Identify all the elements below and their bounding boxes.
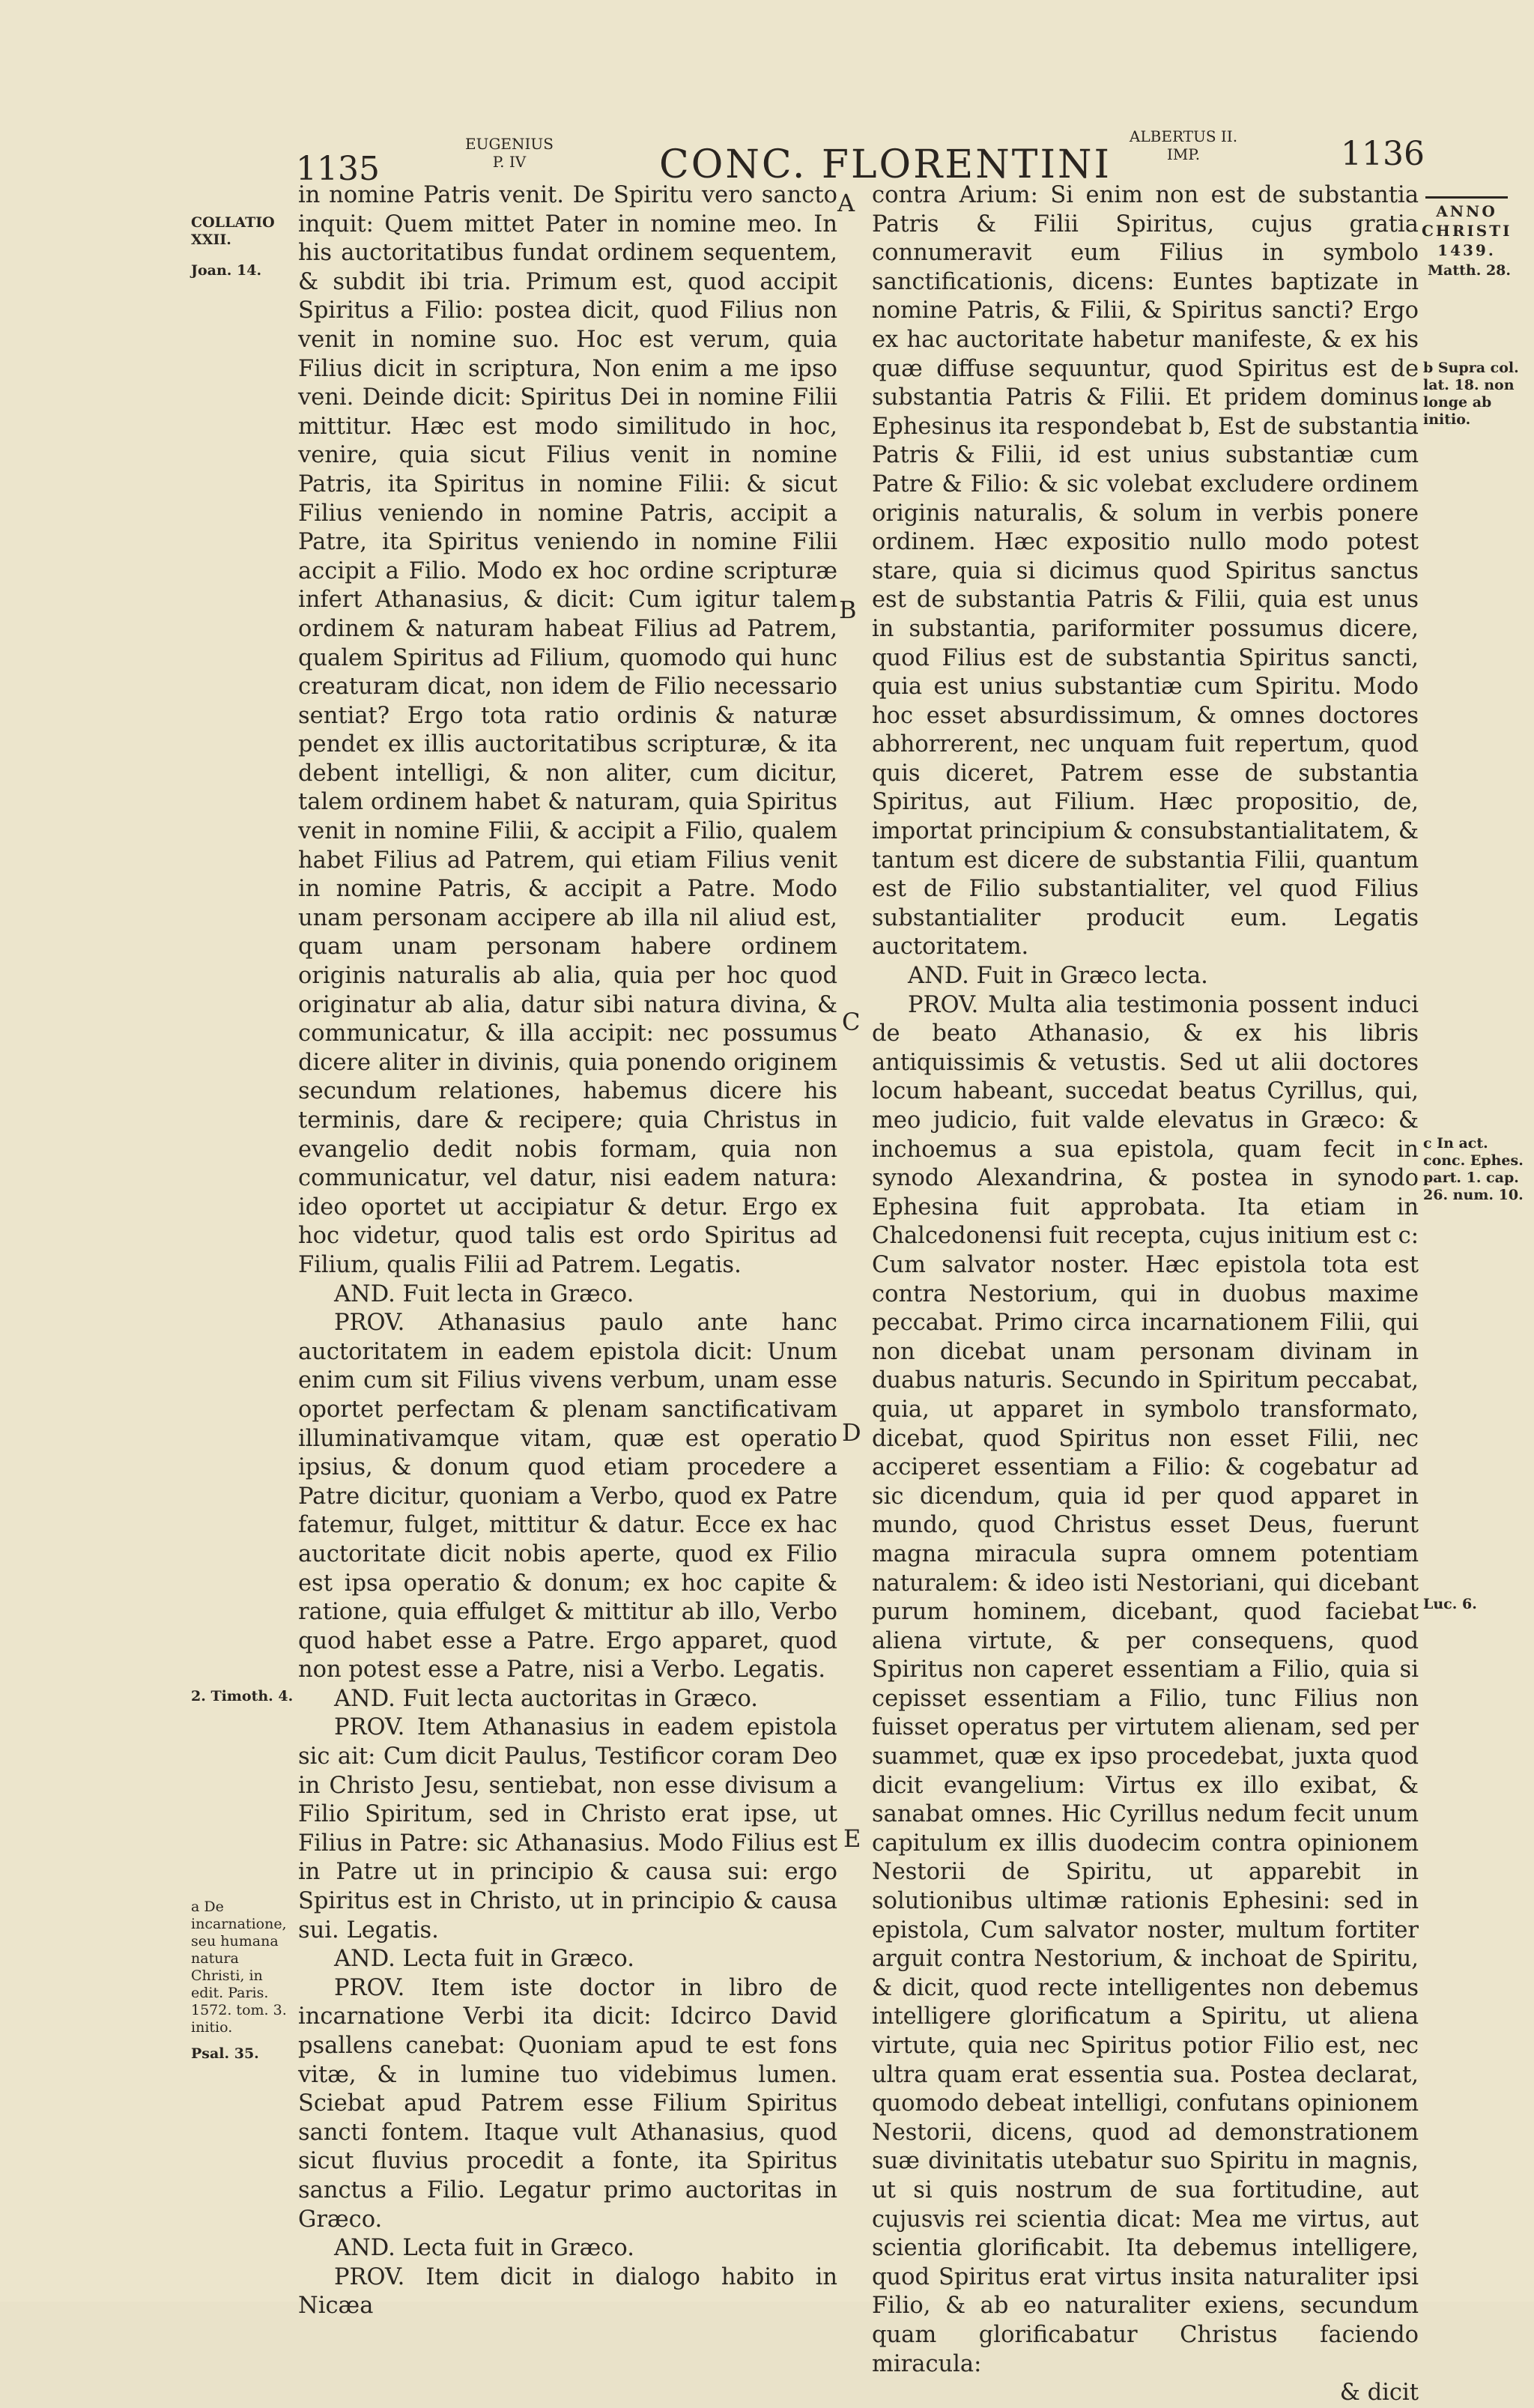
running-head-pope (449, 135, 569, 171)
section-letter-d: D (842, 1418, 861, 1447)
margin-note-collatio: COLLATIO XXII. (191, 214, 275, 248)
page-number-left: 1135 (296, 150, 380, 188)
paragraph: AND. Fuit lecta auctoritas in Græco. (334, 1685, 758, 1712)
running-head-emperor (1109, 127, 1258, 163)
right-text-column (872, 181, 1419, 2408)
year-box (1422, 196, 1512, 260)
running-head-emperor-name: ALBERTUS II. (1129, 127, 1238, 145)
margin-note-supra: b Supra col. lat. 18. non longe ab initio. (1423, 360, 1519, 428)
margin-note-timoth: 2. Timoth. 4. (191, 1688, 294, 1704)
margin-note-joan: Joan. 14. (191, 262, 262, 279)
margin-note-incarnatione: a De incarnatione, seu humana natura Christi, in edit. Paris. 1572. tom. 3. initio. (191, 1899, 287, 2036)
page-title: CONC. FLORENTINI (659, 142, 1112, 187)
paragraph: PROV. Item iste doctor in libro de incarnatione Verbi ita dicit: Idcirco David psallens canebat: Quoniam apud te est fons vitæ, & in lumine tuo videbimus lumen. Sciebat apud Patrem esse Filium Spiritus sancti fontem. Itaque vult Athanasius, quod sicut fluvius procedit a fonte, ita Spiritus sanctus a Filio. Legatur primo auctoritas in Græco. (298, 1974, 837, 2233)
paragraph: in nomine Patris venit. De Spiritu vero sancto inquit: Quem mittet Pater in nomine meo. In his auctoritatibus fundat ordinem sequentem, & subdit ibi tria. Primum est, quod accipit Spiritus a Filio: postea dicit, quod Filius non venit in nomine suo. Hoc est verum, quia Filius dicit in scriptura, Non enim a me ipso veni. Deinde dicit: Spiritus Dei in nomine Filii mittitur. Hæc est modo similitudo in hoc, venire, quia sicut Filius venit in nomine Patris, ita Spiritus in nomine Filii: & sicut Filius veniendo in nomine Patris, accipit a Patre, ita Spiritus veniendo in nomine Filii accipit a Filio. Modo ex hoc ordine scripturæ infert Athanasius, & dicit: Cum igitur talem ordinem & naturam habeat Filius ad Patrem, qualem Spiritus ad Filium, quomodo qui hunc creaturam dicat, non idem de Filio necessario sentiat? Ergo tota ratio ordinis & naturæ pendet ex illis auctoritatibus scripturæ, & ita debent intelligi, & non aliter, cum dicitur, talem ordinem habet & naturam, quia Spiritus venit in nomine Filii, & accipit a Filio, qualem habet Filius ad Patrem, qui etiam Filius venit in nomine Patris, & accipit a Patre. Modo unam personam accipere ab illa nil aliud est, quam unam personam habere ordinem originis naturalis ab alia, quia per hoc quod originatur ab alia, datur sibi natura divina, & communicatur, & illa accipit: nec possumus dicere aliter in divinis, quia ponendo originem secundum relationes, habemus dicere his terminis, dare & recipere; quia Christus in evangelio dedit nobis formam, quia non communicatur, vel datur, nisi eadem natura: ideo oportet ut accipiatur & detur. Ergo ex hoc videtur, quod talis est ordo Spiritus ad Filium, qualis Filii ad Patrem. Legatis. (298, 182, 837, 1278)
margin-note-in-act: c In act. conc. Ephes. part. 1. cap. 26. num. 10. (1423, 1135, 1524, 1203)
paragraph: AND. Fuit in Græco lecta. (908, 963, 1208, 990)
margin-note-luc: Luc. 6. (1423, 1596, 1477, 1612)
left-text-column (298, 181, 837, 2321)
year-box-rule (1425, 196, 1508, 199)
paragraph: contra Arium: Si enim non est de substantia Patris & Filii Spiritus, cujus gratia connumeravit eum Filius in symbolo sanctificationis, dicens: Euntes baptizate in nomine Patris, & Filii, & Spiritus sancti? Ergo ex hac auctoritate habetur manifeste, & ex his quæ diffuse sequuntur, quod Spiritus est de substantia Patris & Filii. Et pridem dominus Ephesinus ita respondebat b, Est de substantia Patris & Filii, id est unius substantiæ cum Patre & Filio: & sic volebat excludere ordinem originis naturalis, & solum in verbis ponere ordinem. Hæc expositio nullo modo potest stare, quia si dicimus quod Spiritus sanctus est de substantia Patris & Filii, quia est unus in substantia, pariformiter possumus dicere, quod Filius est de substantia Spiritus sancti, quia est unius substantiæ cum Spiritu. Modo hoc esset absurdissimum, & omnes doctores abhorrerent, nec unquam fuit repertum, quod quis diceret, Patrem esse de substantia Spiritus, aut Filium. Hæc propositio, de, importat principium & consubstantialitatem, & tantum est dicere de substantia Filii, quantum est de Filio substantialiter, vel quod Filius substantialiter producit eum. Legatis auctoritatem. (872, 182, 1419, 961)
catchword: & dicit (1339, 2380, 1419, 2407)
running-head-pope-name: EUGENIUS (465, 135, 554, 153)
paragraph: PROV. Athanasius paulo ante hanc auctoritatem in eadem epistola dicit: Unum enim cum sit Filius vivens verbum, unam esse oportet perfectam & plenam sanctificativam illuminativamque vitam, quæ est operatio ipsius, & donum quod etiam procedere a Patre dicitur, quoniam a Verbo, quod ex Patre fatemur, fulget, mittitur & datur. Ecce ex hac auctoritate dicit nobis aperte, quod ex Filio est ipsa operatio & donum; ex hoc capite & ratione, quia effulget & mittitur ab illo, Verbo quod habet esse a Patre. Ergo apparet, quod non potest esse a Patre, nisi a Verbo. Legatis. (298, 1310, 837, 1684)
paragraph: PROV. Multa alia testimonia possent induci de beato Athanasio, & ex his libris antiquissimis & vetustis. Sed ut alii doctores locum habeant, succedat beatus Cyrillus, qui, meo judicio, fuit valde elevatus in Græco: & inchoemus a sua epistola, quam fecit in synodo Alexandrina, & postea in synodo Ephesina fuit approbata. Ita etiam in Chalcedonensi fuit recepta, cujus initium est c: Cum salvator noster. Hæc epistola tota est contra Nestorium, qui in duobus maxime peccabat. Primo circa incarnationem Filii, qui non dicebat unam personam divinam in duabus naturis. Secundo in Spiritum peccabat, quia, ut apparet in symbolo transformato, dicebat, quod Spiritus non esset Filii, nec acciperet essentiam a Filio: & cogebatur ad sic dicendum, quia id per quod apparet in mundo, quod Christus esset Deus, fuerunt magna miracula supra omnem potentiam naturalem: & ideo isti Nestoriani, qui dicebant purum hominem, dicebant, quod faciebat aliena virtute, & per consequens, quod Spiritus non caperet essentiam a Filio, quia si cepisset essentiam a Filio, tunc Filius non fuisset operatus per virtutem alienam, sed per suammet, quæ ex ipso procedebat, juxta quod dicit evangelium: Virtus ex illo exibat, & sanabat omnes. Hic Cyrillus nedum fecit unum capitulum ex illis duodecim contra opinionem Nestorii de Spiritu, ut apparebit in solutionibus ultimæ rationis Ephesini: sed in epistola, Cum salvator noster, multum fortiter arguit contra Nestorium, & inchoat de Spiritu, & dicit, quod recte intelligentes non debemus intelligere glorificatum a Spiritu, ut aliena virtute, quia nec Spiritus potior Filio est, nec ultra quam erat essentia sua. Postea declarat, quomodo debeat intelligi, confutans opinionem Nestorii, dicens, quod ad demonstrationem suæ divinitatis utebatur suo Spiritu in magnis, ut si quis nostrum de sua fortitudine, aut cujusvis rei scientia dicat: Mea me virtus, aut scientia glorificabit. Ita debemus intelligere, quod Spiritus erat virtus insita naturaliter ipsi Filio, & ab eo naturaliter exiens, secundum quam glorificabatur Christus faciendo miracula: (872, 991, 1419, 2377)
margin-note-matth: Matth. 28. (1428, 262, 1511, 279)
paragraph: AND. Fuit lecta in Græco. (334, 1280, 634, 1307)
year-box-text: ANNO CHRISTI 1439. (1422, 202, 1512, 259)
running-head-emperor-title: IMP. (1166, 145, 1201, 163)
section-letter-c: C (842, 1008, 861, 1036)
paragraph: PROV. Item dicit in dialogo habito in Nicæa (298, 2263, 837, 2320)
margin-note-psal: Psal. 35. (191, 2045, 259, 2062)
running-head-pope-number: P. IV (492, 153, 527, 171)
page-number-right: 1136 (1341, 135, 1425, 173)
paragraph: AND. Lecta fuit in Græco. (334, 1946, 634, 1973)
section-letter-b: B (839, 596, 857, 624)
section-letter-e: E (843, 1824, 861, 1853)
paragraph: PROV. Item Athanasius in eadem epistola sic ait: Cum dicit Paulus, Testificor coram Deo in Christo Jesu, sentiebat, non esse divisum a Filio Spiritum, sed in Christo erat ipse, ut Filius in Patre: sic Athanasius. Modo Filius est in Patre ut in principio & causa sui: ergo Spiritus est in Christo, ut in principio & causa sui. Legatis. (298, 1714, 837, 1943)
section-letter-a: A (837, 189, 855, 217)
paragraph: AND. Lecta fuit in Græco. (334, 2235, 634, 2262)
